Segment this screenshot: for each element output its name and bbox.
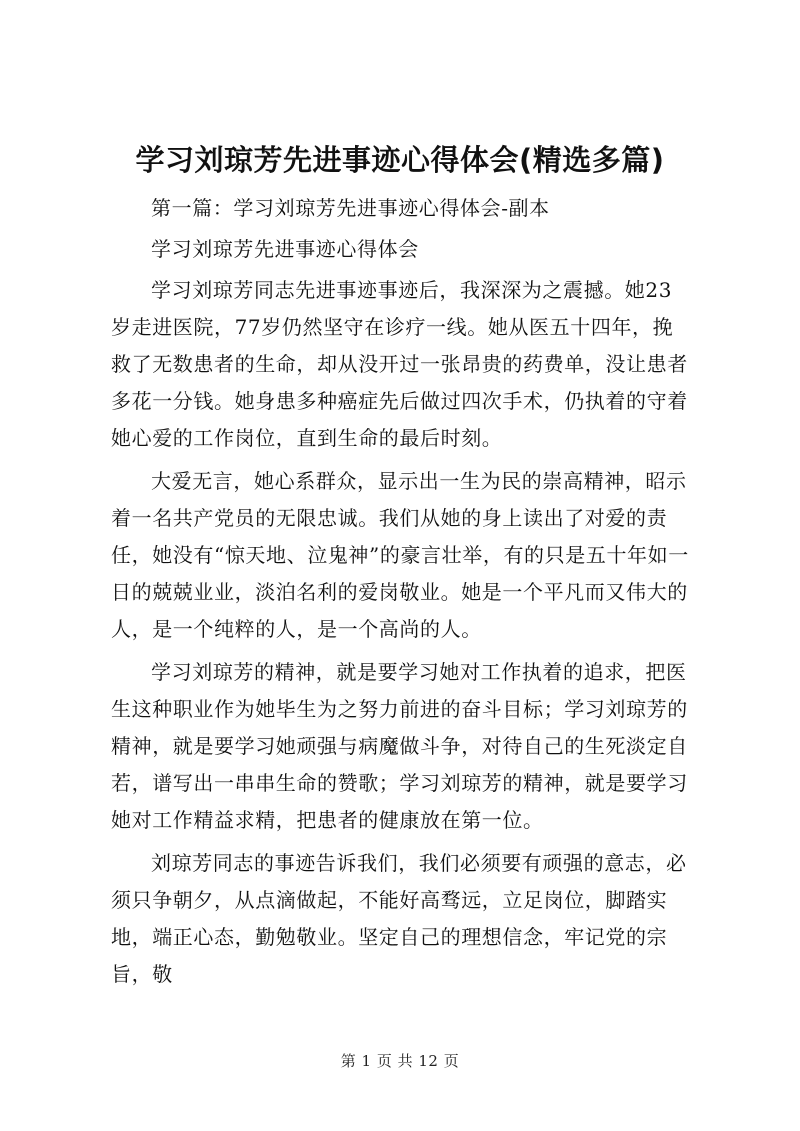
- page-number-footer: 第 1 页 共 12 页: [340, 1052, 460, 1070]
- paragraph-4: 刘琼芳同志的事迹告诉我们，我们必须要有顽强的意志，必须只争朝夕，从点滴做起，不能好高骛远，立足岗位，脚踏实地，端正心态，勤勉敬业。坚定自己的理想信念，牢记党的宗旨，敬: [111, 851, 687, 986]
- section-heading: 第一篇：学习刘琼芳先进事迹心得体会-副本: [151, 196, 550, 220]
- document-body: [111, 190, 691, 993]
- paragraph-1: 学习刘琼芳同志先进事迹事迹后，我深深为之震撼。她23岁走进医院，77岁仍然坚守在诊疗一线。她从医五十四年，挽救了无数患者的生命，却从没开过一张昂贵的药费单，没让患者多花一分钱。她身患多种癌症先后做过四次手术，仍执着的守着她心爱的工作岗位，直到生命的最后时刻。: [111, 278, 688, 450]
- paragraph-3: 学习刘琼芳的精神，就是要学习她对工作执着的追求，把医生这种职业作为她毕生为之努力前进的奋斗目标；学习刘琼芳的精神，就是要学习她顽强与病魔做斗争，对待自己的生死淡定自若，谱写出一串串生命的赞歌；学习刘琼芳的精神，就是要学习她对工作精益求精，把患者的健康放在第一位。: [111, 660, 688, 832]
- paragraph-2: 大爱无言，她心系群众，显示出一生为民的崇高精神，昭示着一名共产党员的无限忠诚。我们从她的身上读出了对爱的责任，她没有“惊天地、泣鬼神”的豪言壮举，有的只是五十年如一日的兢兢业业，淡泊名利的爱岗敬业。她是一个平凡而又伟大的人，是一个纯粹的人，是一个高尚的人。: [111, 469, 689, 641]
- document-title: 学习刘琼芳先进事迹心得体会(精选多篇): [135, 143, 665, 177]
- article-heading: 学习刘琼芳先进事迹心得体会: [151, 237, 419, 261]
